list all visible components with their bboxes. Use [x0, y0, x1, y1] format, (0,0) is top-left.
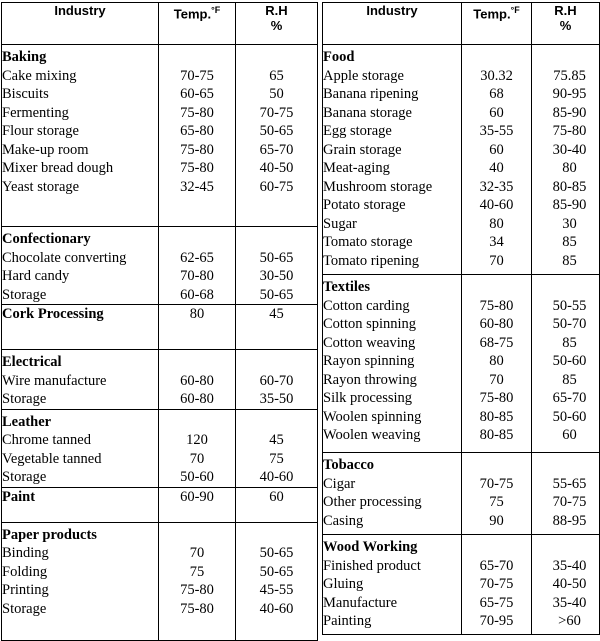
rh-value: 60	[562, 427, 577, 443]
group-tobacco	[323, 453, 600, 535]
rh-cell	[236, 487, 318, 522]
industry-cell	[2, 350, 159, 410]
header-temp: Temp.$^{^\circ F}$	[159, 3, 236, 45]
temp-value: 75-80	[180, 104, 214, 121]
temp-cell	[159, 409, 236, 487]
group-wood-working	[323, 535, 600, 635]
process-name: Meat-aging	[323, 160, 390, 176]
temp-value: 70-75	[479, 475, 514, 492]
process-name: Cigar	[323, 475, 356, 492]
temp-value: 60-80	[479, 316, 514, 332]
temp-value: 75-80	[479, 297, 514, 314]
temp-cell	[159, 350, 236, 410]
rh-value: 65-70	[552, 390, 587, 406]
industry-cell	[2, 409, 159, 487]
group-food	[323, 45, 600, 275]
process-name: Manufacture	[323, 594, 398, 611]
temp-value: 60-65	[180, 86, 214, 102]
process-name: Egg storage	[323, 123, 392, 139]
temp-cell	[462, 275, 532, 453]
process-name: Storage	[2, 391, 47, 407]
process-name: Cake mixing	[2, 67, 77, 84]
temp-value: 70	[189, 545, 205, 561]
process-name: Apple storage	[323, 67, 404, 84]
process-name: Wire manufacture	[2, 372, 107, 389]
temp-cell	[159, 487, 236, 522]
temp-value: 70	[489, 371, 504, 388]
temp-value: 60	[489, 141, 504, 158]
temp-value: 65-70	[479, 557, 514, 574]
temp-value: 60	[489, 104, 504, 121]
temp-value: 75-80	[180, 160, 214, 176]
temp-value: 50-60	[180, 469, 214, 485]
rh-value: 85	[562, 334, 577, 351]
process-name: Banana storage	[323, 104, 412, 121]
temp-value: 80-85	[479, 427, 514, 443]
rh-cell	[236, 522, 318, 640]
rh-value: 65-70	[259, 141, 294, 158]
rh-value: 60-70	[259, 372, 294, 389]
process-name: Painting	[323, 613, 372, 629]
process-name: Potato storage	[323, 197, 406, 213]
process-name: Folding	[2, 563, 48, 580]
process-name: Vegetable tanned	[2, 450, 102, 467]
rh-value: 40-50	[259, 160, 294, 176]
rh-value: 40-50	[552, 576, 587, 592]
industry-cell	[323, 45, 462, 275]
category-label: Leather	[2, 413, 52, 430]
header-industry: Industry	[323, 3, 462, 45]
industry-cell	[323, 535, 462, 635]
rh-value: 60	[269, 488, 284, 505]
temp-value: 70-80	[180, 268, 214, 284]
temp-value: 75	[489, 494, 504, 510]
process-name: Storage	[2, 286, 47, 303]
rh-value: 85	[562, 252, 577, 269]
rh-value: >60	[558, 613, 581, 629]
rh-value: 50-65	[259, 123, 294, 139]
industry-cell	[2, 487, 159, 522]
rh-value: 45	[269, 432, 284, 448]
header-industry: Industry	[2, 3, 159, 45]
process-name: Mushroom storage	[323, 178, 433, 195]
rh-value: 85	[562, 371, 577, 388]
group-confectionary	[2, 227, 318, 305]
process-name: Cotton carding	[323, 297, 410, 314]
rh-value: 30	[562, 215, 577, 232]
temp-value: 68	[489, 86, 504, 102]
temp-value: 60-68	[180, 286, 214, 303]
process-name: Rayon throwing	[323, 371, 417, 388]
rh-value: 50-65	[259, 249, 294, 266]
process-name: Cotton spinning	[323, 316, 417, 332]
industry-cell	[2, 227, 159, 305]
category-label: Paint	[2, 488, 36, 505]
rh-value: 80	[562, 160, 577, 176]
category-label: Wood Working	[323, 539, 418, 555]
temp-value: 62-65	[180, 249, 214, 266]
category-label: Food	[323, 49, 355, 65]
rh-value: 30-40	[552, 141, 587, 158]
header-temp: Temp.$^{^\circ F}$	[462, 3, 532, 45]
rh-value: 90-95	[552, 86, 587, 102]
temp-value: 32-35	[479, 178, 514, 195]
group-leather	[2, 409, 318, 487]
temp-value: 75-80	[479, 390, 514, 406]
temp-cell	[159, 227, 236, 305]
rh-cell	[532, 453, 600, 535]
rh-value: 88-95	[552, 512, 587, 529]
temp-value: 70-95	[479, 613, 514, 629]
rh-value: 50-65	[259, 563, 294, 580]
category-label: Tobacco	[323, 457, 375, 473]
process-name: Woolen weaving	[323, 427, 421, 443]
category-label: Baking	[2, 49, 47, 65]
temp-cell	[462, 45, 532, 275]
process-name: Tomato ripening	[323, 252, 420, 269]
rh-cell	[236, 305, 318, 350]
rh-value: 40-60	[259, 600, 294, 617]
temp-cell	[159, 45, 236, 227]
rh-cell	[532, 535, 600, 635]
rh-value: 75.85	[553, 67, 586, 84]
temp-value: 65-80	[180, 123, 214, 139]
temp-value: 40	[489, 160, 504, 176]
temp-value: 70-75	[180, 67, 214, 84]
process-name: Other processing	[323, 494, 422, 510]
process-name: Grain storage	[323, 141, 402, 158]
process-name: Storage	[2, 469, 47, 485]
industry-cell	[2, 45, 159, 227]
rh-value: 50-65	[259, 286, 294, 303]
temp-value: 34	[489, 234, 504, 250]
temp-value: 60-80	[180, 372, 214, 389]
rh-value: 35-50	[259, 391, 294, 407]
rh-value: 55-65	[552, 475, 587, 492]
header-rh: R.H %	[532, 3, 600, 45]
rh-value: 50-60	[552, 353, 587, 369]
rh-value: 50-60	[552, 408, 587, 425]
rh-cell	[236, 409, 318, 487]
process-name: Woolen spinning	[323, 408, 422, 425]
process-name: Binding	[2, 545, 49, 561]
rh-value: 30-50	[259, 268, 294, 284]
temp-value: 80-85	[479, 408, 514, 425]
rh-cell	[236, 350, 318, 410]
process-name: Biscuits	[2, 86, 49, 102]
process-name: Printing	[2, 582, 49, 598]
rh-value: 50-65	[259, 545, 294, 561]
process-name: Silk processing	[323, 390, 413, 406]
rh-value: 70-75	[552, 494, 587, 510]
industry-cell	[2, 305, 159, 350]
process-name: Banana ripening	[323, 86, 419, 102]
rh-value: 40-60	[259, 469, 294, 485]
left-table	[1, 2, 318, 641]
rh-cell	[532, 45, 600, 275]
rh-value: 75-80	[552, 123, 587, 139]
process-name: Hard candy	[2, 268, 70, 284]
category-label: Electrical	[2, 354, 62, 370]
rh-value: 50-70	[552, 316, 587, 332]
temp-value: 60-80	[180, 391, 214, 407]
rh-value: 65	[269, 67, 284, 84]
rh-cell	[236, 45, 318, 227]
group-baking	[2, 45, 318, 227]
process-name: Cotton weaving	[323, 334, 416, 351]
temp-value: 35-55	[479, 123, 514, 139]
rh-cell	[532, 275, 600, 453]
temp-value: 120	[186, 432, 208, 448]
rh-value: 50-55	[552, 297, 587, 314]
rh-value: 70-75	[259, 104, 294, 121]
group-electrical	[2, 350, 318, 410]
industry-cell	[2, 522, 159, 640]
process-name: Yeast storage	[2, 178, 80, 195]
rh-value: 75	[269, 450, 284, 467]
group-textiles	[323, 275, 600, 453]
rh-value: 85	[562, 234, 577, 250]
temp-cell	[159, 522, 236, 640]
temp-value: 75	[189, 563, 205, 580]
process-name: Chocolate converting	[2, 249, 127, 266]
rh-value: 60-75	[259, 178, 294, 195]
temp-cell	[462, 535, 532, 635]
right-header-row	[323, 3, 600, 45]
rh-value: 35-40	[552, 557, 587, 574]
temp-value: 75-80	[180, 141, 214, 158]
temp-value: 65-75	[479, 594, 514, 611]
rh-value: 35-40	[552, 594, 587, 611]
process-name: Tomato storage	[323, 234, 413, 250]
rh-value: 45	[269, 306, 284, 322]
temp-value: 32-45	[180, 178, 214, 195]
temp-cell	[462, 453, 532, 535]
rh-value: 80-85	[552, 178, 587, 195]
process-name: Mixer bread dough	[2, 160, 114, 176]
temp-value: 80	[489, 353, 504, 369]
rh-cell	[236, 227, 318, 305]
temp-value: 60-90	[180, 488, 214, 505]
group-paint	[2, 487, 318, 522]
process-name: Flour storage	[2, 123, 79, 139]
left-header-row	[2, 3, 318, 45]
process-name: Chrome tanned	[2, 432, 91, 448]
group-paper-products	[2, 522, 318, 640]
category-label: Cork Processing	[2, 306, 104, 322]
rh-value: 45-55	[259, 582, 294, 598]
temp-value: 30.32	[480, 67, 513, 84]
process-name: Finished product	[323, 557, 421, 574]
process-name: Make-up room	[2, 141, 89, 158]
category-label: Paper products	[2, 526, 97, 543]
category-label: Confectionary	[2, 231, 91, 247]
temp-value: 80	[189, 306, 205, 322]
process-name: Rayon spinning	[323, 353, 415, 369]
header-rh: R.H %	[236, 3, 318, 45]
temp-value: 80	[489, 215, 504, 232]
temp-value: 90	[489, 512, 504, 529]
process-name: Gluing	[323, 576, 364, 592]
temp-value: 70	[189, 450, 205, 467]
process-name: Storage	[2, 600, 47, 617]
temp-value: 75-80	[180, 600, 214, 617]
industry-cell	[323, 453, 462, 535]
right-table	[322, 2, 600, 635]
temp-value: 70	[489, 252, 504, 269]
industry-cell	[323, 275, 462, 453]
rh-value: 85-90	[552, 104, 587, 121]
group-cork-processing	[2, 305, 318, 350]
process-name: Casing	[323, 512, 364, 529]
category-label: Textiles	[323, 279, 370, 295]
process-name: Fermenting	[2, 104, 69, 121]
temp-value: 68-75	[479, 334, 514, 351]
process-name: Sugar	[323, 215, 357, 232]
temp-value: 40-60	[479, 197, 514, 213]
temp-cell	[159, 305, 236, 350]
temp-value: 70-75	[479, 576, 514, 592]
rh-value: 85-90	[552, 197, 587, 213]
rh-value: 50	[269, 86, 284, 102]
temp-value: 75-80	[180, 582, 214, 598]
